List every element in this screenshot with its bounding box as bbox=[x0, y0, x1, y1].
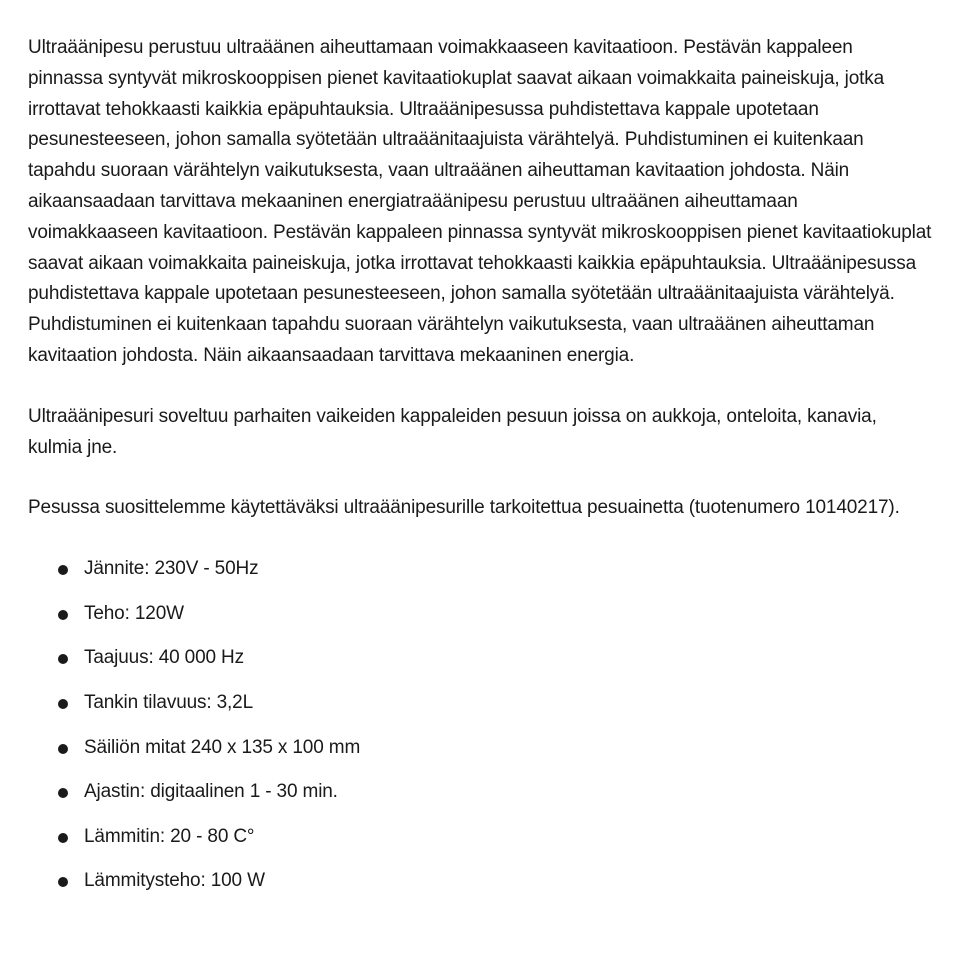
bullet-icon bbox=[58, 610, 68, 620]
bullet-icon bbox=[58, 877, 68, 887]
spec-text: Taajuus: 40 000 Hz bbox=[84, 647, 244, 669]
spec-text: Jännite: 230V - 50Hz bbox=[84, 558, 259, 580]
bullet-icon bbox=[58, 788, 68, 798]
spec-item-tank-dimensions bbox=[58, 733, 932, 778]
bullet-icon bbox=[58, 565, 68, 575]
spec-text: Lämmitin: 20 - 80 C° bbox=[84, 825, 255, 847]
spec-item-frequency bbox=[58, 643, 932, 688]
bullet-icon bbox=[58, 699, 68, 709]
spec-item-timer bbox=[58, 777, 932, 822]
description-paragraph-cavitation: Ultraäänipesu perustuu ultraäänen aiheuttamaan voimakkaaseen kavitaatioon. Pestävän kappaleen pinnassa syntyvät mikroskooppisen pienet kavitaatiokuplat saavat aikaan voimakkaita paineiskuja, jotka irrottavat tehokkaasti kaikkia epäpuhtauksia. Ultraäänipesussa puhdistettava kappale upotetaan pesunesteeseen, johon samalla syötetään ultraäänitaajuista värähtelyä. Puhdistuminen ei kuitenkaan tapahdu suoraan värähtelyn vaikutuksesta, vaan ultraäänen aiheuttaman kavitaation johdosta. Näin aikaansaadaan tarvittava mekaaninen energiatraäänipesu perustuu ultraäänen aiheuttamaan voimakkaaseen kavitaatioon. Pestävän kappaleen pinnassa syntyvät mikroskooppisen pienet kavitaatiokuplat saavat aikaan voimakkaita paineiskuja, jotka irrottavat tehokkaasti kaikkia epäpuhtauksia. Ultraäänipesussa puhdistettava kappale upotetaan pesunesteeseen, johon samalla syötetään ultraäänitaajuista värähtelyä. Puhdistuminen ei kuitenkaan tapahdu suoraan värähtelyn vaikutuksesta, vaan ultraäänen aiheuttaman kavitaation johdosta. Näin aikaansaadaan tarvittava mekaaninen energia. bbox=[28, 37, 932, 366]
spec-list bbox=[28, 554, 932, 911]
bullet-icon bbox=[58, 744, 68, 754]
bullet-icon bbox=[58, 833, 68, 843]
spec-text: Säiliön mitat 240 x 135 x 100 mm bbox=[84, 736, 361, 758]
bullet-icon bbox=[58, 654, 68, 664]
spec-text: Tankin tilavuus: 3,2L bbox=[84, 691, 254, 713]
spec-text: Teho: 120W bbox=[84, 602, 184, 624]
description-paragraph-suitability: Ultraäänipesuri soveltuu parhaiten vaikeiden kappaleiden pesuun joissa on aukkoja, onteloita, kanavia, kulmia jne. bbox=[28, 405, 877, 458]
spec-item-tank-volume bbox=[58, 688, 932, 733]
spec-item-heating-power bbox=[58, 866, 932, 911]
spec-item-voltage bbox=[58, 554, 932, 599]
spec-text: Lämmitysteho: 100 W bbox=[84, 870, 265, 892]
description-paragraph-detergent: Pesussa suosittelemme käytettäväksi ultraäänipesurille tarkoitettua pesuainetta (tuotenumero 10140217). bbox=[28, 497, 900, 519]
spec-item-power bbox=[58, 599, 932, 644]
spec-text: Ajastin: digitaalinen 1 - 30 min. bbox=[84, 781, 338, 803]
spec-item-heater bbox=[58, 822, 932, 867]
